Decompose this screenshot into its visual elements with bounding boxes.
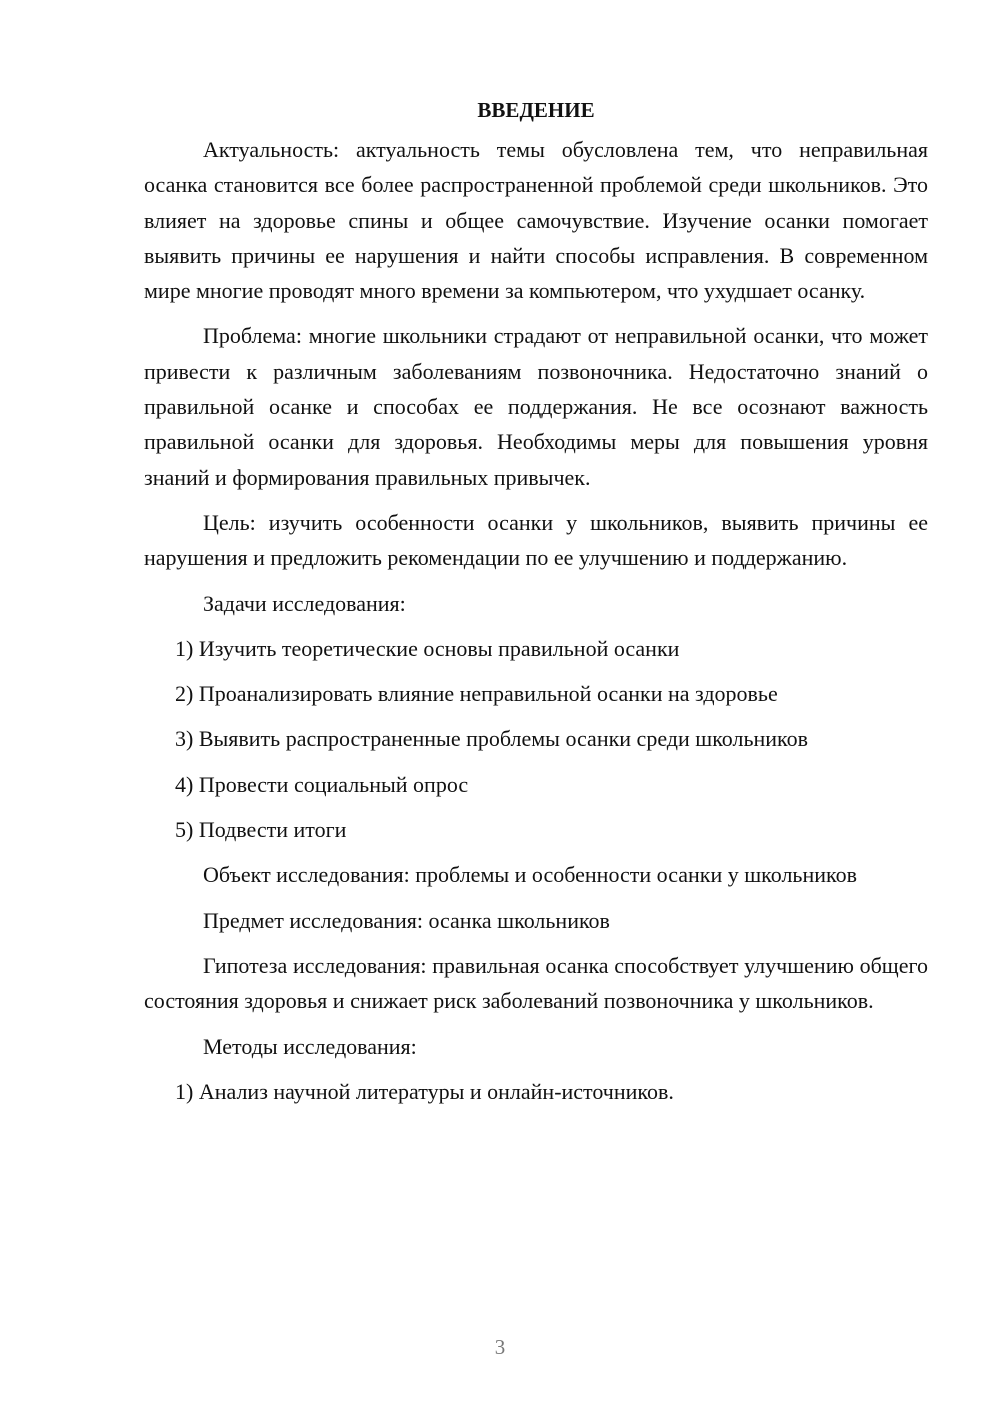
- task-item-5: 5) Подвести итоги: [175, 817, 347, 843]
- task-item-4: 4) Провести социальный опрос: [175, 771, 469, 797]
- problem-paragraph: Проблема: многие школьники страдают от неправильной осанки, что может привести к различным заболеваниям позвоночника. Недостаточно знаний о правильной осанке и способах ее поддержания. Не все осознают важность правильной осанки для здоровья. Необходимы меры для повышения уровня знаний и формирования правильных привычек.: [144, 323, 928, 490]
- object-paragraph: Объект исследования: проблемы и особенности осанки у школьников: [203, 862, 857, 888]
- section-heading: ВВЕДЕНИЕ: [477, 98, 595, 122]
- method-item-1: 1) Анализ научной литературы и онлайн-источников.: [175, 1078, 674, 1104]
- methods-title: Методы исследования:: [203, 1033, 417, 1059]
- page-number: 3: [494, 1335, 506, 1359]
- task-item-1: 1) Изучить теоретические основы правильной осанки: [175, 635, 680, 661]
- task-item-2: 2) Проанализировать влияние неправильной осанки на здоровье: [175, 681, 778, 707]
- subject-paragraph: Предмет исследования: осанка школьников: [203, 907, 610, 933]
- hypothesis-paragraph: Гипотеза исследования: правильная осанка способствует улучшению общего состояния здоровья и снижает риск заболеваний позвоночника у школьников.: [144, 952, 928, 1014]
- relevance-paragraph: Актуальность: актуальность темы обусловлена тем, что неправильная осанка становится все более распространенной проблемой среди школьников. Это влияет на здоровье спины и общее самочувствие. Изучение осанки помогает выявить причины ее нарушения и найти способы исправления. В современном мире многие проводят много времени за компьютером, что ухудшает осанку.: [144, 137, 928, 304]
- task-item-3: 3) Выявить распространенные проблемы осанки среди школьников: [175, 726, 808, 752]
- page-content: [144, 92, 928, 1119]
- goal-paragraph: Цель: изучить особенности осанки у школьников, выявить причины ее нарушения и предложить рекомендации по ее улучшению и поддержанию.: [144, 509, 928, 571]
- tasks-title: Задачи исследования:: [203, 590, 406, 616]
